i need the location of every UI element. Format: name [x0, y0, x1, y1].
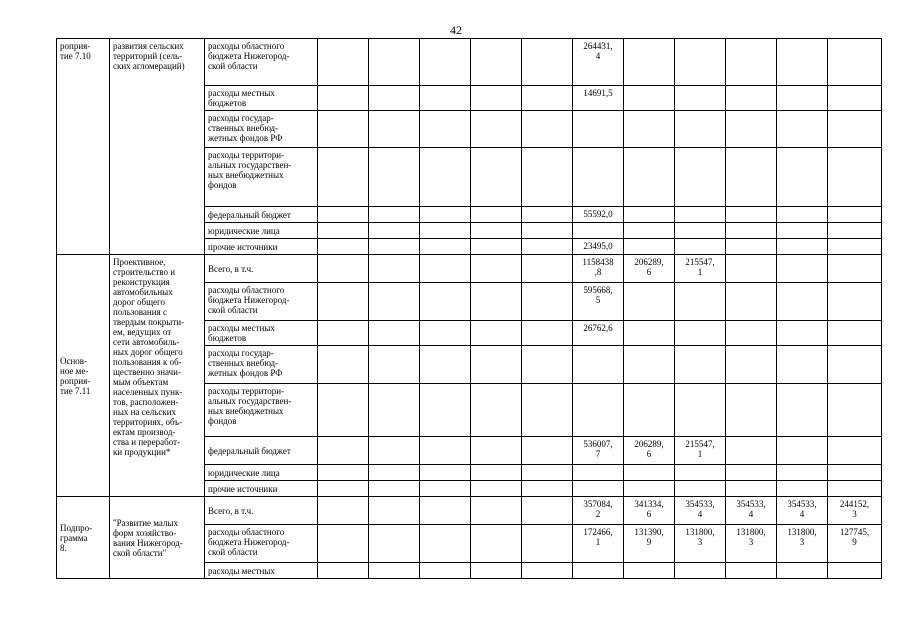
value-cell [675, 86, 726, 111]
value-cell [675, 111, 726, 148]
value-cell [726, 223, 777, 239]
value-cell: 341334, 6 [624, 497, 675, 525]
value-cell: 127745, 9 [828, 525, 882, 563]
value-cell [777, 465, 828, 481]
value-cell [726, 346, 777, 384]
value-cell [624, 563, 675, 579]
value-cell [726, 148, 777, 207]
value-cell [675, 207, 726, 223]
value-cell [420, 111, 471, 148]
value-cell [318, 525, 369, 563]
value-cell [624, 239, 675, 255]
value-cell [828, 39, 882, 86]
value-cell [369, 207, 420, 223]
value-cell: 354533, 4 [726, 497, 777, 525]
value-cell [522, 223, 573, 239]
value-cell [777, 255, 828, 283]
funding-source-label: федеральный бюджет [205, 207, 318, 223]
value-cell: 26762,6 [573, 321, 624, 346]
value-cell [471, 321, 522, 346]
value-cell: 55592,0 [573, 207, 624, 223]
value-cell [726, 207, 777, 223]
measure-code-cell: Подпро- грамма 8. [57, 497, 110, 579]
value-cell [726, 86, 777, 111]
value-cell [777, 563, 828, 579]
value-cell [369, 321, 420, 346]
funding-source-label: федеральный бюджет [205, 437, 318, 465]
value-cell [522, 563, 573, 579]
value-cell [318, 497, 369, 525]
value-cell [369, 86, 420, 111]
value-cell [777, 148, 828, 207]
table-row [57, 255, 882, 283]
value-cell [522, 525, 573, 563]
value-cell [522, 283, 573, 321]
value-cell: 14691,5 [573, 86, 624, 111]
value-cell [777, 283, 828, 321]
value-cell [624, 384, 675, 437]
value-cell [522, 481, 573, 497]
value-cell [828, 111, 882, 148]
value-cell [675, 465, 726, 481]
value-cell: 131800, 3 [777, 525, 828, 563]
value-cell: 131800, 3 [675, 525, 726, 563]
value-cell [573, 384, 624, 437]
value-cell: 244152, 3 [828, 497, 882, 525]
value-cell [420, 465, 471, 481]
value-cell [624, 111, 675, 148]
value-cell: 172466, 1 [573, 525, 624, 563]
value-cell [777, 481, 828, 497]
value-cell [828, 223, 882, 239]
funding-source-label: прочие источники [205, 239, 318, 255]
value-cell [471, 384, 522, 437]
table-row [57, 497, 882, 525]
value-cell [624, 321, 675, 346]
value-cell: 215547, 1 [675, 437, 726, 465]
value-cell [726, 239, 777, 255]
value-cell [573, 346, 624, 384]
value-cell [318, 481, 369, 497]
value-cell [726, 563, 777, 579]
value-cell [624, 223, 675, 239]
funding-source-label: юридические лица [205, 465, 318, 481]
value-cell [624, 86, 675, 111]
funding-source-label: расходы государ- ственных внебюд- жетных фондов РФ [205, 346, 318, 384]
value-cell [471, 481, 522, 497]
value-cell [420, 86, 471, 111]
value-cell: 595668, 5 [573, 283, 624, 321]
value-cell [828, 207, 882, 223]
value-cell [420, 563, 471, 579]
value-cell [675, 563, 726, 579]
value-cell [369, 111, 420, 148]
value-cell [777, 111, 828, 148]
measure-name-cell: "Развитие малых форм хозяйство- вания Нижегород- ской области" [110, 497, 205, 579]
value-cell [318, 255, 369, 283]
value-cell [318, 111, 369, 148]
funding-source-label: прочие источники [205, 481, 318, 497]
value-cell [828, 481, 882, 497]
value-cell [624, 346, 675, 384]
value-cell [471, 255, 522, 283]
value-cell [726, 384, 777, 437]
value-cell [471, 223, 522, 239]
value-cell [369, 563, 420, 579]
value-cell [573, 563, 624, 579]
value-cell [777, 437, 828, 465]
value-cell [420, 321, 471, 346]
value-cell [471, 497, 522, 525]
measure-name-cell: развития сельских территорий (сель- ских агломераций) [110, 39, 205, 255]
value-cell [471, 437, 522, 465]
funding-source-label: Всего, в т.ч. [205, 497, 318, 525]
value-cell [828, 384, 882, 437]
value-cell [522, 321, 573, 346]
value-cell: 206289, 6 [624, 437, 675, 465]
value-cell [420, 346, 471, 384]
value-cell [318, 346, 369, 384]
value-cell [726, 437, 777, 465]
value-cell [828, 465, 882, 481]
value-cell [828, 346, 882, 384]
value-cell [624, 148, 675, 207]
value-cell [624, 283, 675, 321]
value-cell [726, 481, 777, 497]
measure-code-cell: Основ- ное ме- роприя- тие 7.11 [57, 255, 110, 497]
value-cell [828, 239, 882, 255]
value-cell [471, 346, 522, 384]
value-cell: 1158438 ,8 [573, 255, 624, 283]
value-cell [369, 437, 420, 465]
value-cell: 354533, 4 [777, 497, 828, 525]
value-cell [675, 346, 726, 384]
value-cell [522, 437, 573, 465]
value-cell [522, 497, 573, 525]
value-cell [828, 255, 882, 283]
value-cell: 354533, 4 [675, 497, 726, 525]
value-cell [675, 321, 726, 346]
funding-source-label: расходы областного бюджета Нижегород- ской области [205, 283, 318, 321]
value-cell [318, 148, 369, 207]
value-cell [522, 86, 573, 111]
value-cell [318, 207, 369, 223]
value-cell [726, 465, 777, 481]
value-cell [420, 148, 471, 207]
value-cell: 131390, 9 [624, 525, 675, 563]
value-cell [522, 384, 573, 437]
value-cell [675, 481, 726, 497]
value-cell [471, 465, 522, 481]
value-cell [522, 465, 573, 481]
value-cell [828, 437, 882, 465]
page-number: 42 [450, 23, 462, 37]
value-cell: 536007, 7 [573, 437, 624, 465]
value-cell: 23495,0 [573, 239, 624, 255]
value-cell [369, 239, 420, 255]
value-cell [369, 255, 420, 283]
value-cell [369, 481, 420, 497]
value-cell [369, 346, 420, 384]
value-cell [573, 481, 624, 497]
funding-source-label: расходы территори- альных государствен- ных внебюджетных фондов [205, 384, 318, 437]
value-cell [522, 111, 573, 148]
value-cell [318, 239, 369, 255]
value-cell [522, 346, 573, 384]
value-cell [369, 497, 420, 525]
value-cell [369, 223, 420, 239]
value-cell [471, 207, 522, 223]
value-cell [675, 223, 726, 239]
value-cell [318, 86, 369, 111]
value-cell [420, 283, 471, 321]
value-cell [573, 111, 624, 148]
value-cell [471, 86, 522, 111]
value-cell [675, 148, 726, 207]
value-cell [369, 39, 420, 86]
value-cell: 131800, 3 [726, 525, 777, 563]
value-cell: 215547, 1 [675, 255, 726, 283]
value-cell [522, 39, 573, 86]
value-cell [624, 481, 675, 497]
value-cell [777, 207, 828, 223]
value-cell [420, 223, 471, 239]
value-cell [828, 148, 882, 207]
value-cell [420, 497, 471, 525]
measure-name-cell: Проективное, строительство и реконструкция автомобильных дорог общего пользования с твердым покрыти- ем, ведущих от сети автомобиль- ных дорог общего пользования к об- щественно значи- мым объектам населенных пунк- тов, расположен- ных на сельских территориях, объ- ектам производ- ства и переработ- ки продукции* [110, 255, 205, 497]
value-cell [369, 384, 420, 437]
value-cell [726, 111, 777, 148]
value-cell [369, 465, 420, 481]
measure-code-cell: роприя- тие 7.10 [57, 39, 110, 255]
value-cell [420, 255, 471, 283]
value-cell [420, 207, 471, 223]
value-cell [522, 207, 573, 223]
value-cell [624, 207, 675, 223]
value-cell [828, 321, 882, 346]
table-row [57, 39, 882, 86]
value-cell [777, 223, 828, 239]
value-cell [726, 283, 777, 321]
funding-source-label: юридические лица [205, 223, 318, 239]
value-cell [522, 148, 573, 207]
value-cell [420, 39, 471, 86]
value-cell [828, 563, 882, 579]
value-cell [777, 239, 828, 255]
value-cell [318, 465, 369, 481]
value-cell [471, 111, 522, 148]
value-cell [777, 384, 828, 437]
value-cell [420, 239, 471, 255]
value-cell [624, 465, 675, 481]
value-cell [726, 255, 777, 283]
value-cell [318, 437, 369, 465]
value-cell [675, 239, 726, 255]
value-cell [471, 563, 522, 579]
value-cell [624, 39, 675, 86]
funding-source-label: расходы местных бюджетов [205, 86, 318, 111]
value-cell: 357084, 2 [573, 497, 624, 525]
value-cell [573, 223, 624, 239]
value-cell [675, 283, 726, 321]
value-cell [318, 563, 369, 579]
value-cell [420, 481, 471, 497]
funding-source-label: расходы местных [205, 563, 318, 579]
value-cell [522, 239, 573, 255]
value-cell [471, 525, 522, 563]
value-cell [522, 255, 573, 283]
value-cell [726, 321, 777, 346]
value-cell [420, 525, 471, 563]
value-cell: 264431, 4 [573, 39, 624, 86]
value-cell: 206289, 6 [624, 255, 675, 283]
value-cell [318, 384, 369, 437]
value-cell [777, 39, 828, 86]
value-cell [777, 321, 828, 346]
value-cell [828, 86, 882, 111]
value-cell [318, 321, 369, 346]
funding-source-label: Всего, в т.ч. [205, 255, 318, 283]
value-cell [828, 283, 882, 321]
value-cell [369, 525, 420, 563]
value-cell [471, 148, 522, 207]
value-cell [675, 39, 726, 86]
value-cell [369, 283, 420, 321]
value-cell [318, 223, 369, 239]
value-cell [318, 283, 369, 321]
funding-source-label: расходы областного бюджета Нижегород- ской области [205, 525, 318, 563]
funding-source-label: расходы государ- ственных внебюд- жетных фондов РФ [205, 111, 318, 148]
value-cell [675, 384, 726, 437]
value-cell [573, 148, 624, 207]
funding-source-label: расходы областного бюджета Нижегород- ской области [205, 39, 318, 86]
value-cell [471, 39, 522, 86]
value-cell [369, 148, 420, 207]
value-cell [318, 39, 369, 86]
value-cell [573, 465, 624, 481]
value-cell [777, 346, 828, 384]
value-cell [420, 384, 471, 437]
value-cell [471, 283, 522, 321]
value-cell [726, 39, 777, 86]
value-cell [471, 239, 522, 255]
value-cell [420, 437, 471, 465]
funding-source-label: расходы территори- альных государствен- ных внебюджетных фондов [205, 148, 318, 207]
funding-source-label: расходы местных бюджетов [205, 321, 318, 346]
budget-table [56, 38, 882, 579]
value-cell [777, 86, 828, 111]
